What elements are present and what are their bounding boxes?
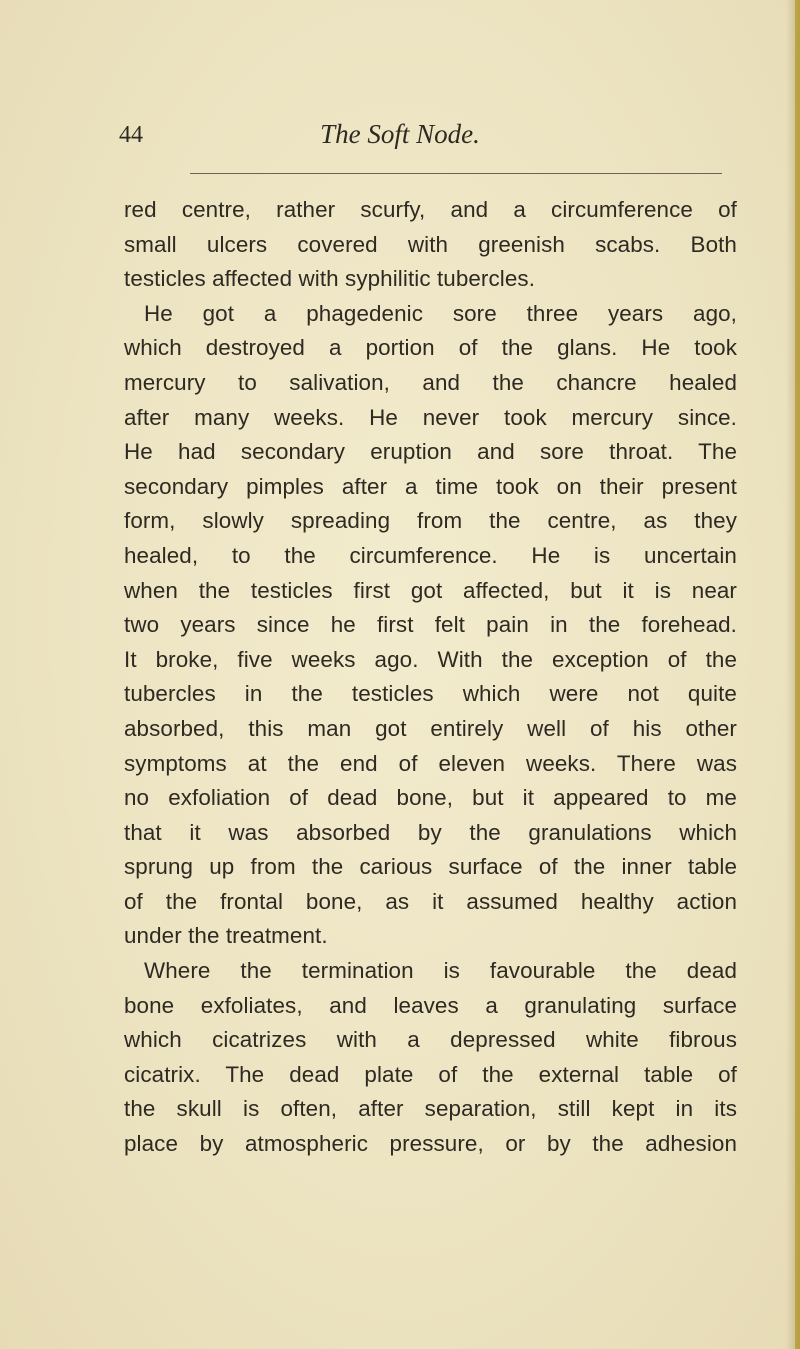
text-line: sprung up from the carious surface of the inner table [124, 854, 737, 880]
text-line: red centre, rather scurfy, and a circumference of [124, 197, 737, 222]
body-text [124, 193, 737, 1162]
text-line: absorbed, this man got entirely well of his other [124, 715, 737, 741]
running-title: The Soft Node. [320, 119, 480, 149]
text-line: which destroyed a portion of the glans. He took [124, 335, 737, 361]
paragraph-start-line: He got a phagedenic sore three years ago, [144, 300, 737, 326]
text-line: secondary pimples after a time took on their present [124, 473, 737, 499]
text-line: It broke, five weeks ago. With the exception of the [124, 646, 737, 672]
text-line: cicatrix. The dead plate of the external table of [124, 1061, 737, 1087]
text-line: under the treatment. [124, 923, 328, 949]
text-line: after many weeks. He never took mercury since. [124, 404, 737, 430]
text-line: He had secondary eruption and sore throat. The [124, 439, 737, 465]
text-line: of the frontal bone, as it assumed healthy action [124, 888, 737, 914]
page-number: 44 [119, 122, 143, 148]
text-line: form, slowly spreading from the centre, as they [124, 508, 737, 534]
text-line: tubercles in the testicles which were not quite [124, 681, 737, 707]
text-line: that it was absorbed by the granulations which [124, 819, 737, 845]
text-line: no exfoliation of dead bone, but it appeared to me [124, 785, 737, 811]
text-line: two years since he first felt pain in the forehead. [124, 612, 737, 638]
text-line: place by atmospheric pressure, or by the adhesion [124, 1131, 737, 1157]
header-rule [190, 173, 722, 174]
text-line: when the testicles first got affected, but it is near [124, 577, 737, 603]
text-line: which cicatrizes with a depressed white fibrous [124, 1027, 737, 1053]
text-line: small ulcers covered with greenish scabs. Both [124, 231, 737, 257]
text-line: bone exfoliates, and leaves a granulating surface [124, 992, 737, 1018]
page-edge-gilt [795, 0, 800, 1349]
text-line: symptoms at the end of eleven weeks. There was [124, 750, 737, 776]
text-line: the skull is often, after separation, still kept in its [124, 1096, 737, 1122]
text-line: healed, to the circumference. He is uncertain [124, 542, 737, 568]
paragraph-start-line: Where the termination is favourable the dead [144, 958, 737, 984]
text-line: testicles affected with syphilitic tubercles. [124, 266, 536, 292]
text-line: mercury to salivation, and the chancre healed [124, 369, 737, 395]
